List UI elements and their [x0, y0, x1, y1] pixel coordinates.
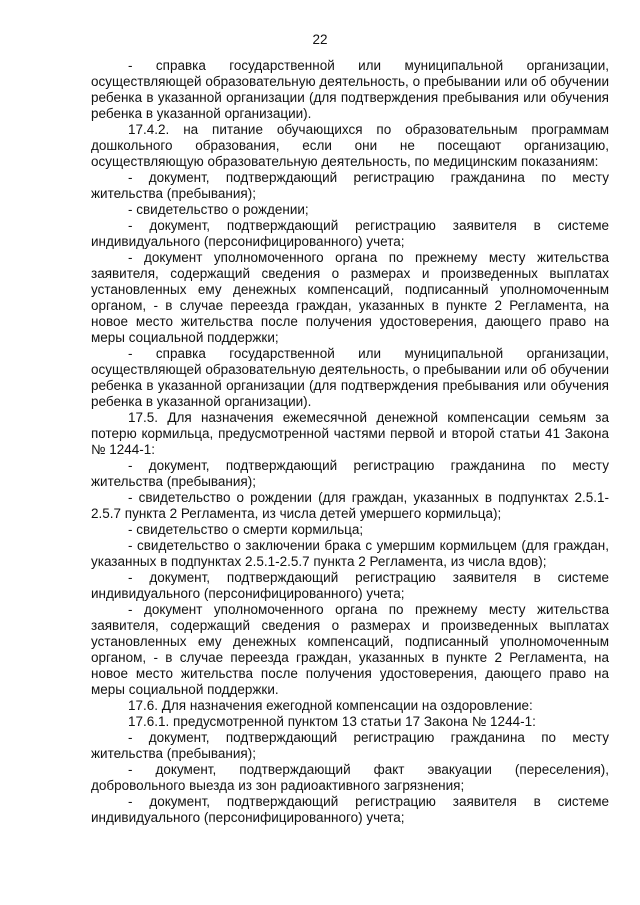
paragraph: - свидетельство о заключении брака с умершим кормильцем (для граждан, указанных в подпунктах 2.5.1-2.5.7 пункта 2 Регламента, из числа вдов);: [91, 538, 609, 569]
paragraph: - документ уполномоченного органа по прежнему месту жительства заявителя, содержащий сведения о размерах и произведенных выплатах установленных ему денежных компенсаций, подписанный уполномоченным органом, - в случае переезда граждан, указанных в пункте 2 Регламента, на новое место жительства после получения удостоверения, дающего право на меры социальной поддержки.: [91, 602, 609, 697]
paragraph: - свидетельство о смерти кормильца;: [128, 522, 364, 537]
paragraph: 17.5. Для назначения ежемесячной денежной компенсации семьям за потерю кормильца, предусмотренной частями первой и второй статьи 41 Закона № 1244-1:: [91, 410, 609, 457]
paragraph: - документ, подтверждающий регистрацию гражданина по месту жительства (пребывания);: [91, 458, 609, 489]
paragraph: - документ, подтверждающий регистрацию гражданина по месту жительства (пребывания);: [91, 170, 609, 201]
paragraph: - документ, подтверждающий регистрацию заявителя в системе индивидуального (персонифицированного) учета;: [91, 794, 609, 825]
paragraph: - справка государственной или муниципальной организации, осуществляющей образовательную деятельность, о пребывании или об обучении ребенка в указанной организации (для подтверждения пребывания или обучения ребенка в указанной организации).: [91, 346, 609, 409]
paragraph: - документ, подтверждающий регистрацию гражданина по месту жительства (пребывания);: [91, 730, 609, 761]
page-number: 22: [312, 32, 328, 47]
paragraph: - свидетельство о рождении (для граждан, указанных в подпунктах 2.5.1-2.5.7 пункта 2 Регламента, из числа детей умершего кормильца);: [91, 490, 609, 521]
paragraph: 17.4.2. на питание обучающихся по образовательным программам дошкольного образования, если они не посещают организацию, осуществляющую образовательную деятельность, по медицинским показаниям:: [91, 122, 609, 169]
paragraph: 17.6.1. предусмотренной пунктом 13 статьи 17 Закона № 1244-1:: [128, 714, 536, 729]
paragraph: - справка государственной или муниципальной организации, осуществляющей образовательную деятельность, о пребывании или об обучении ребенка в указанной организации (для подтверждения пребывания или обучения ребенка в указанной организации).: [91, 58, 609, 121]
paragraph: - документ, подтверждающий регистрацию заявителя в системе индивидуального (персонифицированного) учета;: [91, 570, 609, 601]
paragraph: - документ, подтверждающий факт эвакуации (переселения), добровольного выезда из зон радиоактивного загрязнения;: [91, 762, 609, 793]
paragraph: - свидетельство о рождении;: [128, 202, 309, 217]
document-body: [91, 58, 609, 826]
paragraph: 17.6. Для назначения ежегодной компенсации на оздоровление:: [128, 698, 533, 713]
paragraph: - документ уполномоченного органа по прежнему месту жительства заявителя, содержащий сведения о размерах и произведенных выплатах установленных ему денежных компенсаций, подписанный уполномоченным органом, - в случае переезда граждан, указанных в пункте 2 Регламента, на новое место жительства после получения удостоверения, дающего право на меры социальной поддержки;: [91, 250, 609, 345]
paragraph: - документ, подтверждающий регистрацию заявителя в системе индивидуального (персонифицированного) учета;: [91, 218, 609, 249]
